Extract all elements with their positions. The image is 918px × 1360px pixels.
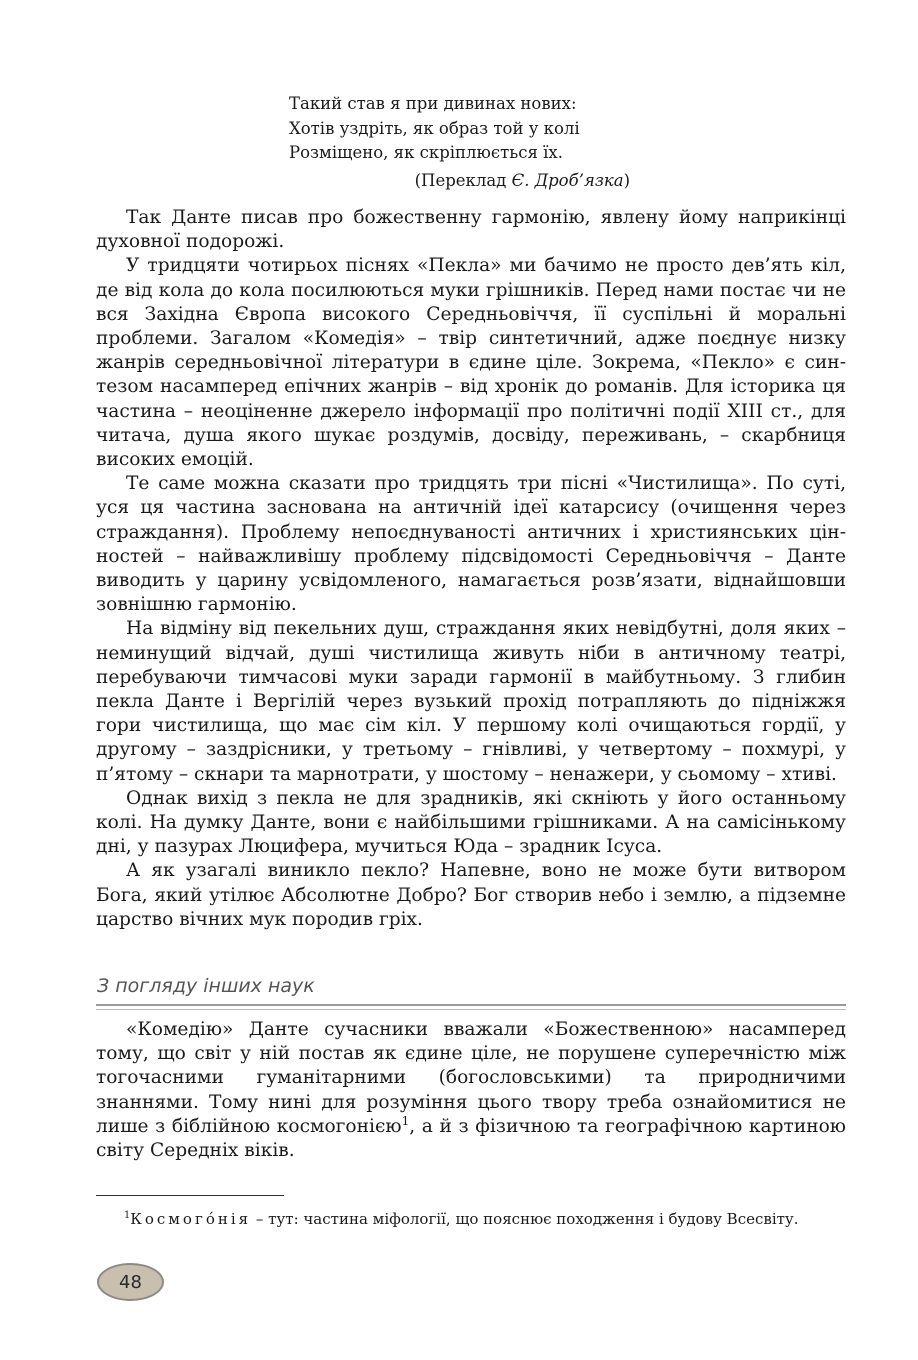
translation-suffix: ) (623, 171, 630, 190)
section-divider (96, 1004, 846, 1010)
footnote-divider (96, 1195, 284, 1196)
footnote-mark: 1 (124, 1210, 131, 1221)
section-text-part: «Комедію» Данте сучасники вважали «Божественною» насамперед тому, що світ у ній постав як єдине ціле, не порушене суперечністю між тогочасними гуманітарними (богословськими) та природничими знаннями. Тому нині для розуміння цього твору треба ознайомитися не лише з біблійною космогонією (96, 1019, 846, 1137)
poem-line: Розміщено, як скріплюється їх. (289, 143, 563, 162)
section-title: З погляду інших наук (97, 975, 315, 997)
main-text (96, 206, 846, 932)
section-paragraph (96, 1018, 846, 1163)
page-number-badge (97, 1263, 164, 1301)
paragraph: А як узагалі виникло пекло? Напевне, воно не може бути витвором Бога, який утілює Абсолютне Добро? Бог створив небо і землю, а підземне царство вічних мук породив гріх. (96, 860, 846, 930)
poem-line: Такий став я при дивинах нових: (289, 94, 577, 113)
paragraph: Так Данте писав про божественну гармонію, явлену йому наприкінці духовної подорожі. (96, 207, 846, 253)
poem-line: Хотів уздріть, як образ той у колі (289, 118, 580, 138)
paragraph: Однак вихід з пекла не для зрадників, які скніють у його останньому колі. На думку Данте, вони є найбільшими грішниками. А на самісінькому дні, у пазурах Люцифера, мучиться Юда – зрадник Ісуса. (96, 787, 846, 858)
footnote (96, 1208, 846, 1230)
paragraph: У тридцяти чотирьох піснях «Пекла» ми бачимо не просто дев’ять кіл, де від кола до кола посилюються муки грішників. Перед нами постає чи не вся Західна Європа високого Середньовіччя, її суспільні й моральні проблеми. Загалом «Комедія» – твір синтетичний, адже поєднує низку жанрів середньовічної літератури в єдине ціле. Зокрема, «Пекло» є синтезом насамперед епічних жанрів – від хронік до романів. Для історика ця частина – неоціненне джерело інформації про політичні події XIII ст., для читача, душа якого шукає роздумів, досвіду, переживань, – скарбниця високих емоцій. (96, 255, 846, 471)
paragraph: На відміну від пекельних душ, страждання яких невідбутні, доля яких – неминущий відчай, душі чистилища живуть ніби в античному театрі, перебуваючи тимчасові муки заради гармонії в майбутньому. З глибин пекла Данте і Вергілій через вузький прохід потрапляють до підніжжя гори чистилища, що має сім кіл. У першому колі очищаються гордії, у другому – заздрісники, у третьому – гнівливі, у четвертому – похмурі, у п’ятому – скнари та марнотрати, у шостому – ненажери, у сьомому – хтиві. (96, 618, 846, 785)
translator-name: Є. Дроб’язка (511, 171, 624, 190)
footnote-reference: 1 (401, 1113, 410, 1128)
section-text (96, 1018, 846, 1163)
poem-epigraph (289, 92, 580, 166)
footnote-term: Космогóнія (130, 1210, 252, 1228)
section-text-part: , а й з фізичною та географічною картиною світу Середніх віків. (96, 1115, 846, 1162)
section-heading (96, 972, 846, 1010)
footnote-text: – тут: частина міфології, що пояснює походження і будову Всесвіту. (251, 1210, 799, 1228)
paragraph: Те саме можна сказати про тридцять три пісні «Чистилища». По суті, уся ця частина заснована на античній ідеї катарсису (очищення через страждання). Проблему непоєднуваності античних і християнських цінностей – найважливішу проблему підсвідомості Середньовіччя – Данте виводить у царину усвідомленого, намагається розв’язати, віднайшовши зовнішню гармонію. (96, 473, 846, 616)
translation-credit (415, 171, 630, 190)
translation-prefix: (Переклад (414, 171, 512, 190)
page-number: 48 (119, 1271, 142, 1293)
